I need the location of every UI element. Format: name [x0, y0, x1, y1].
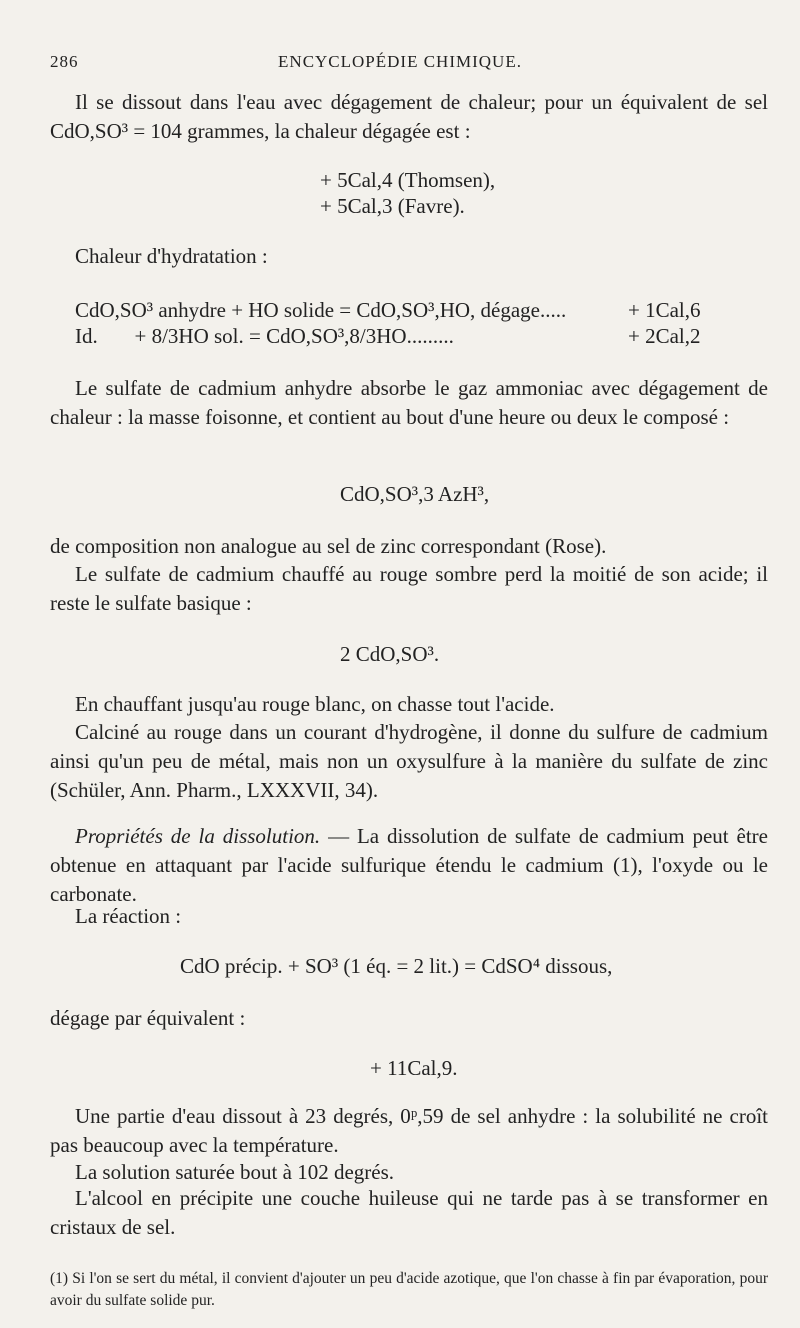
- paragraph-basic-sulfate: Le sulfate de cadmium chauffé au rouge sombre perd la moitié de son acide; il reste le sulfate basique :: [50, 562, 768, 615]
- paragraph-white-red: En chauffant jusqu'au rouge blanc, on chasse tout l'acide.: [75, 692, 555, 716]
- formula-ammonia: CdO,SO³,3 AzH³,: [340, 482, 490, 506]
- properties-heading: Propriétés de la dissolution.: [75, 824, 321, 848]
- hydration-line1-value: + 1Cal,6: [628, 298, 701, 322]
- heat-thomsen: + 5Cal,4 (Thomsen),: [320, 168, 496, 192]
- page-header: [50, 52, 750, 82]
- paragraph-composition: de composition non analogue au sel de zinc correspondant (Rose).: [50, 534, 607, 558]
- paragraph-release: dégage par équivalent :: [50, 1006, 246, 1030]
- footnote: (1) Si l'on se sert du métal, il convient d'ajouter un peu d'acide azotique, que l'on chasse à fin par évaporation, pour avoir du sulfate solide pur.: [50, 1270, 768, 1309]
- paragraph-ammonia: Le sulfate de cadmium anhydre absorbe le gaz ammoniac avec dégagement de chaleur : la masse foisonne, et contient au bout d'une heure ou deux le composé :: [50, 376, 768, 429]
- hydration-heading: Chaleur d'hydratation :: [75, 244, 268, 268]
- paragraph-properties: [50, 822, 768, 909]
- running-title: ENCYCLOPÉDIE CHIMIQUE.: [278, 52, 522, 71]
- heat-favre: + 5Cal,3 (Favre).: [320, 194, 465, 218]
- page-number: 286: [50, 52, 79, 71]
- paragraph-dissolution: [50, 88, 768, 146]
- hydration-line1: CdO,SO³ anhydre + HO solide = CdO,SO³,HO, dégage.....: [75, 298, 567, 322]
- paragraph-solubility: Une partie d'eau dissout à 23 degrés, 0ᵖ,59 de sel anhydre : la solubilité ne croît pas beaucoup avec la température.: [50, 1104, 768, 1157]
- reaction-equation: CdO précip. + SO³ (1 éq. = 2 lit.) = CdSO⁴ dissous,: [180, 954, 613, 978]
- reaction-heat: + 11Cal,9.: [370, 1056, 458, 1080]
- hydration-line2-value: + 2Cal,2: [628, 324, 701, 348]
- properties-text: — La dissolution de sulfate de cadmium peut être obtenue en attaquant par l'acide sulfurique étendu le cadmium (1), l'oxyde ou le carbonate.: [50, 824, 768, 906]
- paragraph-reaction-label: La réaction :: [75, 904, 182, 928]
- paragraph-alcohol: L'alcool en précipite une couche huileuse qui ne tarde pas à se transformer en cristaux de sel.: [50, 1186, 768, 1239]
- para1-line2: sel CdO,SO³ = 104 grammes, la chaleur dégagée est :: [50, 90, 768, 143]
- formula-basic: 2 CdO,SO³.: [340, 642, 440, 666]
- paragraph-hydrogen: Calciné au rouge dans un courant d'hydrogène, il donne du sulfure de cadmium ainsi qu'un peu de métal, mais non un oxysulfure à la manière du sulfate de zinc (Schüler, Ann. Pharm., LXXXVII, 34).: [50, 720, 768, 802]
- para1-line1: Il se dissout dans l'eau avec dégagement de chaleur; pour un équivalent de: [75, 90, 737, 114]
- paragraph-boiling: La solution saturée bout à 102 degrés.: [75, 1160, 394, 1184]
- hydration-line2: Id. + 8/3HO sol. = CdO,SO³,8/3HO.........: [75, 324, 454, 348]
